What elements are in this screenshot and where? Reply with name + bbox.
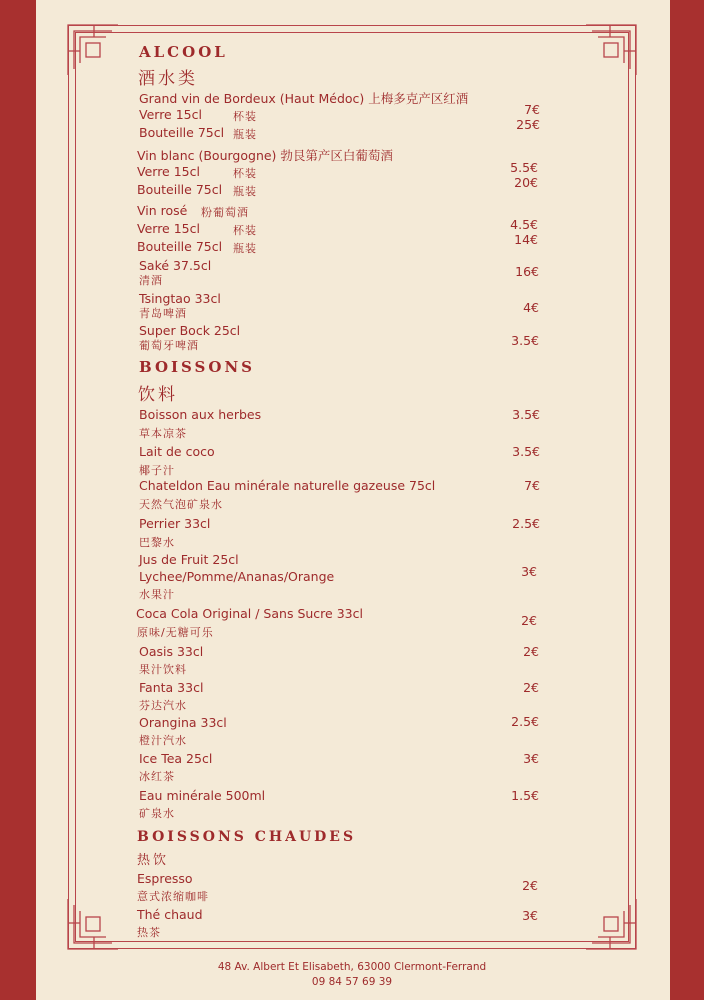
price-blanc-bouteille: 20€ — [514, 175, 538, 190]
section-title-boissons-chaudes: BOISSONS CHAUDES — [137, 829, 357, 845]
corner-ornament-top-right — [584, 23, 638, 77]
price-blanc-verre: 5.5€ — [510, 160, 538, 175]
section-title-alcool: ALCOOL — [139, 43, 228, 61]
corner-ornament-bottom-right — [584, 897, 638, 951]
menu-item-tsingtao: Tsingtao 33cl — [139, 291, 221, 306]
menu-item-blanc-bouteille-cn: 瓶装 — [233, 185, 257, 198]
menu-item-super-bock: Super Bock 25cl — [139, 323, 241, 338]
price-eau-minerale: 1.5€ — [511, 788, 539, 803]
corner-ornament-top-left — [66, 23, 120, 77]
menu-item-rose-bouteille-cn: 瓶装 — [233, 242, 257, 255]
price-rose-bouteille: 14€ — [514, 232, 538, 247]
price-sake: 16€ — [515, 264, 539, 279]
price-tsingtao: 4€ — [523, 300, 539, 315]
menu-item-blanc-verre: Verre 15cl — [137, 164, 200, 179]
menu-item-vin-rose-cn: 粉葡萄酒 — [201, 206, 249, 219]
menu-item-oasis: Oasis 33cl — [139, 644, 204, 659]
menu-item-sake-cn: 清酒 — [139, 274, 163, 287]
menu-item-vin-rose: Vin rosé — [137, 203, 188, 218]
menu-item-sake: Saké 37.5cl — [139, 258, 212, 273]
menu-item-espresso-cn: 意式浓缩咖啡 — [137, 890, 209, 903]
price-orangina: 2.5€ — [511, 714, 539, 729]
menu-item-fanta: Fanta 33cl — [139, 680, 204, 695]
menu-item-perrier: Perrier 33cl — [139, 516, 211, 531]
menu-item-bordeaux-verre-cn: 杯装 — [233, 110, 257, 123]
menu-item-vin-blanc: Vin blanc (Bourgogne) 勃艮第产区白葡萄酒 — [137, 148, 393, 163]
price-lait-coco: 3.5€ — [512, 444, 540, 459]
price-jus-de-fruit: 3€ — [521, 564, 537, 579]
menu-item-the-chaud-cn: 热茶 — [137, 926, 161, 939]
menu-item-eau-minerale: Eau minérale 500ml — [139, 788, 266, 803]
footer-phone: 09 84 57 69 39 — [311, 976, 393, 988]
menu-item-blanc-bouteille: Bouteille 75cl — [137, 182, 223, 197]
menu-item-coca-cola: Coca Cola Original / Sans Sucre 33cl — [136, 606, 363, 621]
price-rose-verre: 4.5€ — [510, 217, 538, 232]
price-oasis: 2€ — [523, 644, 539, 659]
menu-item-chateldon: Chateldon Eau minérale naturelle gazeuse 75cl — [139, 478, 436, 493]
price-coca-cola: 2€ — [521, 613, 537, 628]
price-fanta: 2€ — [523, 680, 539, 695]
price-boisson-herbes: 3.5€ — [512, 407, 540, 422]
menu-item-espresso: Espresso — [137, 871, 193, 886]
menu-item-boisson-herbes: Boisson aux herbes — [139, 407, 262, 422]
menu-item-bordeaux-bouteille-cn: 瓶装 — [233, 128, 257, 141]
menu-item-fanta-cn: 芬达汽水 — [139, 699, 187, 712]
price-perrier: 2.5€ — [512, 516, 540, 531]
price-bordeaux-bouteille: 25€ — [516, 117, 540, 132]
price-espresso: 2€ — [522, 878, 538, 893]
menu-item-boisson-herbes-cn: 草本凉茶 — [139, 427, 187, 440]
menu-item-coca-cola-cn: 原味/无糖可乐 — [137, 626, 214, 639]
menu-item-tsingtao-cn: 青岛啤酒 — [139, 307, 187, 320]
menu-item-jus-de-fruit: Jus de Fruit 25cl — [139, 552, 239, 567]
price-the-chaud: 3€ — [522, 908, 538, 923]
menu-item-lait-coco-cn: 椰子汁 — [139, 464, 175, 477]
menu-item-perrier-cn: 巴黎水 — [139, 536, 175, 549]
menu-item-super-bock-cn: 葡萄牙啤酒 — [139, 339, 199, 352]
menu-item-the-chaud: Thé chaud — [137, 907, 203, 922]
price-super-bock: 3.5€ — [511, 333, 539, 348]
section-title-boissons: BOISSONS — [139, 358, 255, 376]
menu-item-bordeaux-verre: Verre 15cl — [139, 107, 202, 122]
menu-item-ice-tea: Ice Tea 25cl — [139, 751, 213, 766]
menu-item-orangina: Orangina 33cl — [139, 715, 227, 730]
menu-item-bordeaux-bouteille: Bouteille 75cl — [139, 125, 225, 140]
menu-item-rose-verre: Verre 15cl — [137, 221, 200, 236]
section-title-boissons-chaudes-cn: 热饮 — [137, 853, 170, 868]
price-bordeaux-verre: 7€ — [524, 102, 540, 117]
menu-item-ice-tea-cn: 冰红茶 — [139, 770, 175, 783]
menu-item-lait-coco: Lait de coco — [139, 444, 215, 459]
menu-item-jus-de-fruit-flavors: Lychee/Pomme/Ananas/Orange — [139, 569, 335, 584]
footer-address: 48 Av. Albert Et Elisabeth, 63000 Clermont-Ferrand — [217, 961, 487, 973]
corner-ornament-bottom-left — [66, 897, 120, 951]
menu-item-jus-de-fruit-cn: 水果汁 — [139, 588, 175, 601]
menu-item-orangina-cn: 橙汁汽水 — [139, 734, 187, 747]
section-title-boissons-cn: 饮料 — [138, 385, 178, 405]
menu-item-oasis-cn: 果汁饮料 — [139, 663, 187, 676]
menu-item-chateldon-cn: 天然气泡矿泉水 — [139, 498, 223, 511]
price-ice-tea: 3€ — [523, 751, 539, 766]
menu-item-rose-bouteille: Bouteille 75cl — [137, 239, 223, 254]
menu-item-rose-verre-cn: 杯装 — [233, 224, 257, 237]
price-chateldon: 7€ — [524, 478, 540, 493]
menu-item-eau-minerale-cn: 矿泉水 — [139, 807, 175, 820]
section-title-alcool-cn: 酒水类 — [138, 69, 198, 89]
menu-item-bordeaux: Grand vin de Bordeux (Haut Médoc) 上梅多克产区红酒 — [139, 91, 469, 106]
menu-item-blanc-verre-cn: 杯装 — [233, 167, 257, 180]
